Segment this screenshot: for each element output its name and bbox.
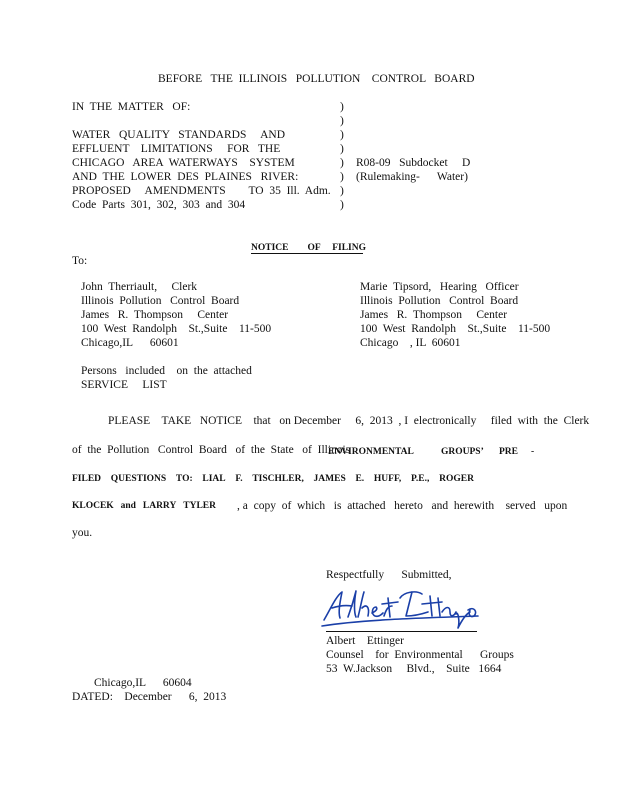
bold-environmental: ENVIRONMENTAL (328, 447, 414, 457)
matter-line-2: EFFLUENT LIMITATIONS FOR THE (72, 143, 281, 155)
word: and (120, 501, 136, 511)
recipient-right-1: Marie Tipsord, Hearing Officer (360, 281, 519, 293)
word: E. (355, 474, 365, 484)
docket-type: (Rulemaking- Water) (356, 171, 468, 183)
bold-groups: GROUPS’ (441, 447, 484, 457)
recipient-left-5: Chicago,IL 60601 (81, 337, 179, 349)
signer-title: Counsel for Environmental Groups (326, 649, 514, 661)
body-line-4-bold (72, 501, 216, 511)
word: ROGER (439, 474, 474, 484)
recipient-right-4: 100 West Randolph St.,Suite 11-500 (360, 323, 551, 335)
body-line-1: PLEASE TAKE NOTICE that on December 6, 2013 , I electronically filed with the Clerk (108, 415, 590, 427)
body-line-3 (72, 474, 474, 484)
word: HUFF, (373, 474, 402, 484)
caption-paren: ) (340, 143, 344, 155)
caption-paren: ) (340, 157, 344, 169)
recipient-right-3: James R. Thompson Center (360, 309, 508, 321)
docket-number: R08-09 Subdocket D (356, 157, 471, 169)
recipient-left-2: Illinois Pollution Control Board (81, 295, 240, 307)
word: F. (235, 474, 243, 484)
word: QUESTIONS (110, 474, 167, 484)
notice-title-underline (251, 253, 363, 254)
matter-line-1: WATER QUALITY STANDARDS AND (72, 129, 285, 141)
closing: Respectfully Submitted, (326, 569, 452, 581)
word: JAMES (313, 474, 346, 484)
word: FILED (72, 474, 102, 484)
recipient-left-1: John Therriault, Clerk (81, 281, 198, 293)
word: LIAL (202, 474, 226, 484)
word: LARRY (142, 501, 177, 511)
page-heading: BEFORE THE ILLINOIS POLLUTION CONTROL BOARD (158, 73, 475, 85)
recipient-right-2: Illinois Pollution Control Board (360, 295, 519, 307)
caption-paren: ) (340, 115, 344, 127)
dated-line: DATED: December 6, 2013 (72, 691, 227, 703)
body-line-5: you. (72, 527, 93, 539)
body-line-2-start: of the Pollution Control Board of the State of Illinois (72, 444, 351, 456)
notice-title: NOTICE OF FILING (251, 243, 366, 253)
caption-paren: ) (340, 199, 344, 211)
word: TISCHLER, (252, 474, 304, 484)
bold-pre: PRE (499, 447, 518, 457)
recipient-left-3: James R. Thompson Center (81, 309, 229, 321)
signature-line (326, 631, 477, 632)
persons-line-1: Persons included on the attached (81, 365, 252, 377)
word: P.E., (410, 474, 430, 484)
signer-address: 53 W.Jackson Blvd., Suite 1664 (326, 663, 502, 675)
caption-paren: ) (340, 129, 344, 141)
matter-line-4: AND THE LOWER DES PLAINES RIVER: (72, 171, 299, 183)
city-line: Chicago,IL 60604 (94, 677, 192, 689)
signature-image (318, 586, 483, 630)
word: KLOCEK (72, 501, 114, 511)
matter-line-3: CHICAGO AREA WATERWAYS SYSTEM (72, 157, 295, 169)
to-label: To: (72, 255, 88, 267)
matter-caption: IN THE MATTER OF: (72, 101, 191, 113)
matter-line-5: PROPOSED AMENDMENTS TO 35 Ill. Adm. (72, 185, 331, 197)
bold-hyphen: - (531, 447, 535, 457)
recipient-left-4: 100 West Randolph St.,Suite 11-500 (81, 323, 272, 335)
caption-paren: ) (340, 101, 344, 113)
body-line-4-rest: , a copy of which is attached hereto and herewith served upon (237, 500, 568, 512)
caption-paren: ) (340, 171, 344, 183)
word: TYLER (183, 501, 216, 511)
signer-name: Albert Ettinger (326, 635, 404, 647)
recipient-right-5: Chicago , IL 60601 (360, 337, 461, 349)
word: TO: (175, 474, 193, 484)
matter-line-6: Code Parts 301, 302, 303 and 304 (72, 199, 246, 211)
caption-paren: ) (340, 185, 344, 197)
persons-line-2: SERVICE LIST (81, 379, 167, 391)
